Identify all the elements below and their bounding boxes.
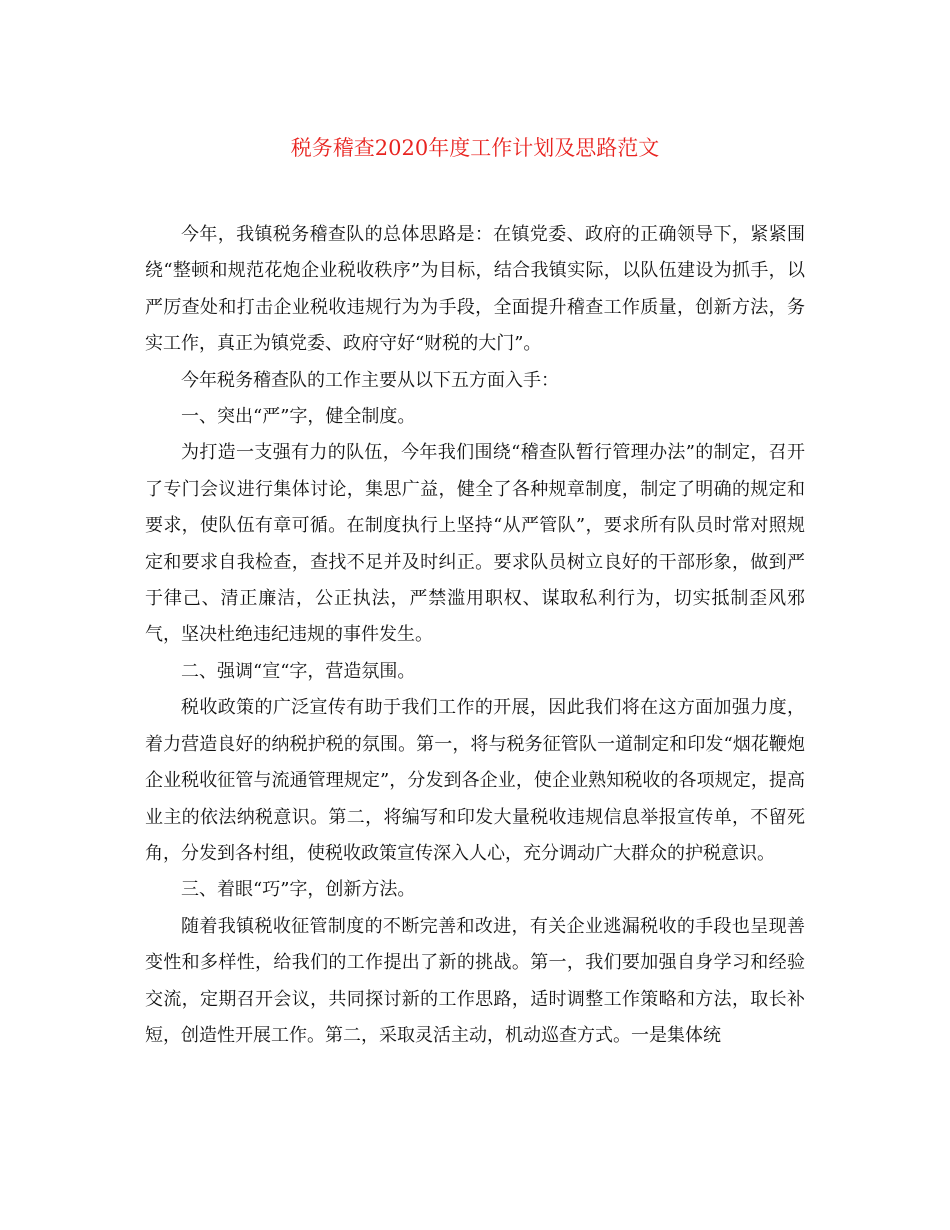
document-body xyxy=(145,217,805,1054)
section-heading-1: 一、突出“严”字，健全制度。 xyxy=(181,406,416,428)
document-title: 税务稽查2020年度工作计划及思路范文 xyxy=(290,136,660,160)
section-heading-2: 二、强调“宣“字，营造氛围。 xyxy=(181,660,416,682)
paragraph-intro: 今年，我镇税务稽查队的总体思路是：在镇党委、政府的正确领导下，紧紧围绕“整顿和规范花炮企业税收秩序”为目标，结合我镇实际，以队伍建设为抓手，以严厉查处和打击企业税收违规行为为手段，全面提升稽查工作质量，创新方法，务实工作，真正为镇党委、政府守好“财税的大门”。 xyxy=(145,224,805,355)
paragraph-section-1: 为打造一支强有力的队伍，今年我们围绕“稽查队暂行管理办法”的制定，召开了专门会议进行集体讨论，集思广益，健全了各种规章制度，制定了明确的规定和要求，使队伍有章可循。在制度执行上坚持“从严管队”，要求所有队员时常对照规定和要求自我检查，查找不足并及时纠正。要求队员树立良好的干部形象，做到严于律己、清正廉洁，公正执法，严禁滥用职权、谋取私利行为，切实抵制歪风邪气，坚决杜绝违纪违规的事件发生。 xyxy=(145,442,805,646)
section-heading-3: 三、着眼“巧”字，创新方法。 xyxy=(181,879,416,901)
paragraph-section-2: 税收政策的广泛宣传有助于我们工作的开展，因此我们将在这方面加强力度，着力营造良好的纳税护税的氛围。第一，将与税务征管队一道制定和印发“烟花鞭炮企业税收征管与流通管理规定”，分发到各企业，使企业熟知税收的各项规定，提高业主的依法纳税意识。第二，将编写和印发大量税收违规信息举报宣传单，不留死角，分发到各村组，使税收政策宣传深入人心，充分调动广大群众的护税意识。 xyxy=(145,697,805,864)
paragraph-section-3: 随着我镇税收征管制度的不断完善和改进，有关企业逃漏税收的手段也呈现善变性和多样性，给我们的工作提出了新的挑战。第一，我们要加强自身学习和经验交流，定期召开会议，共同探讨新的工作思路，适时调整工作策略和方法，取长补短，创造性开展工作。第二，采取灵活主动，机动巡查方式。一是集体统 xyxy=(145,915,805,1046)
paragraph-overview: 今年税务稽查队的工作主要从以下五方面入手： xyxy=(181,369,559,391)
